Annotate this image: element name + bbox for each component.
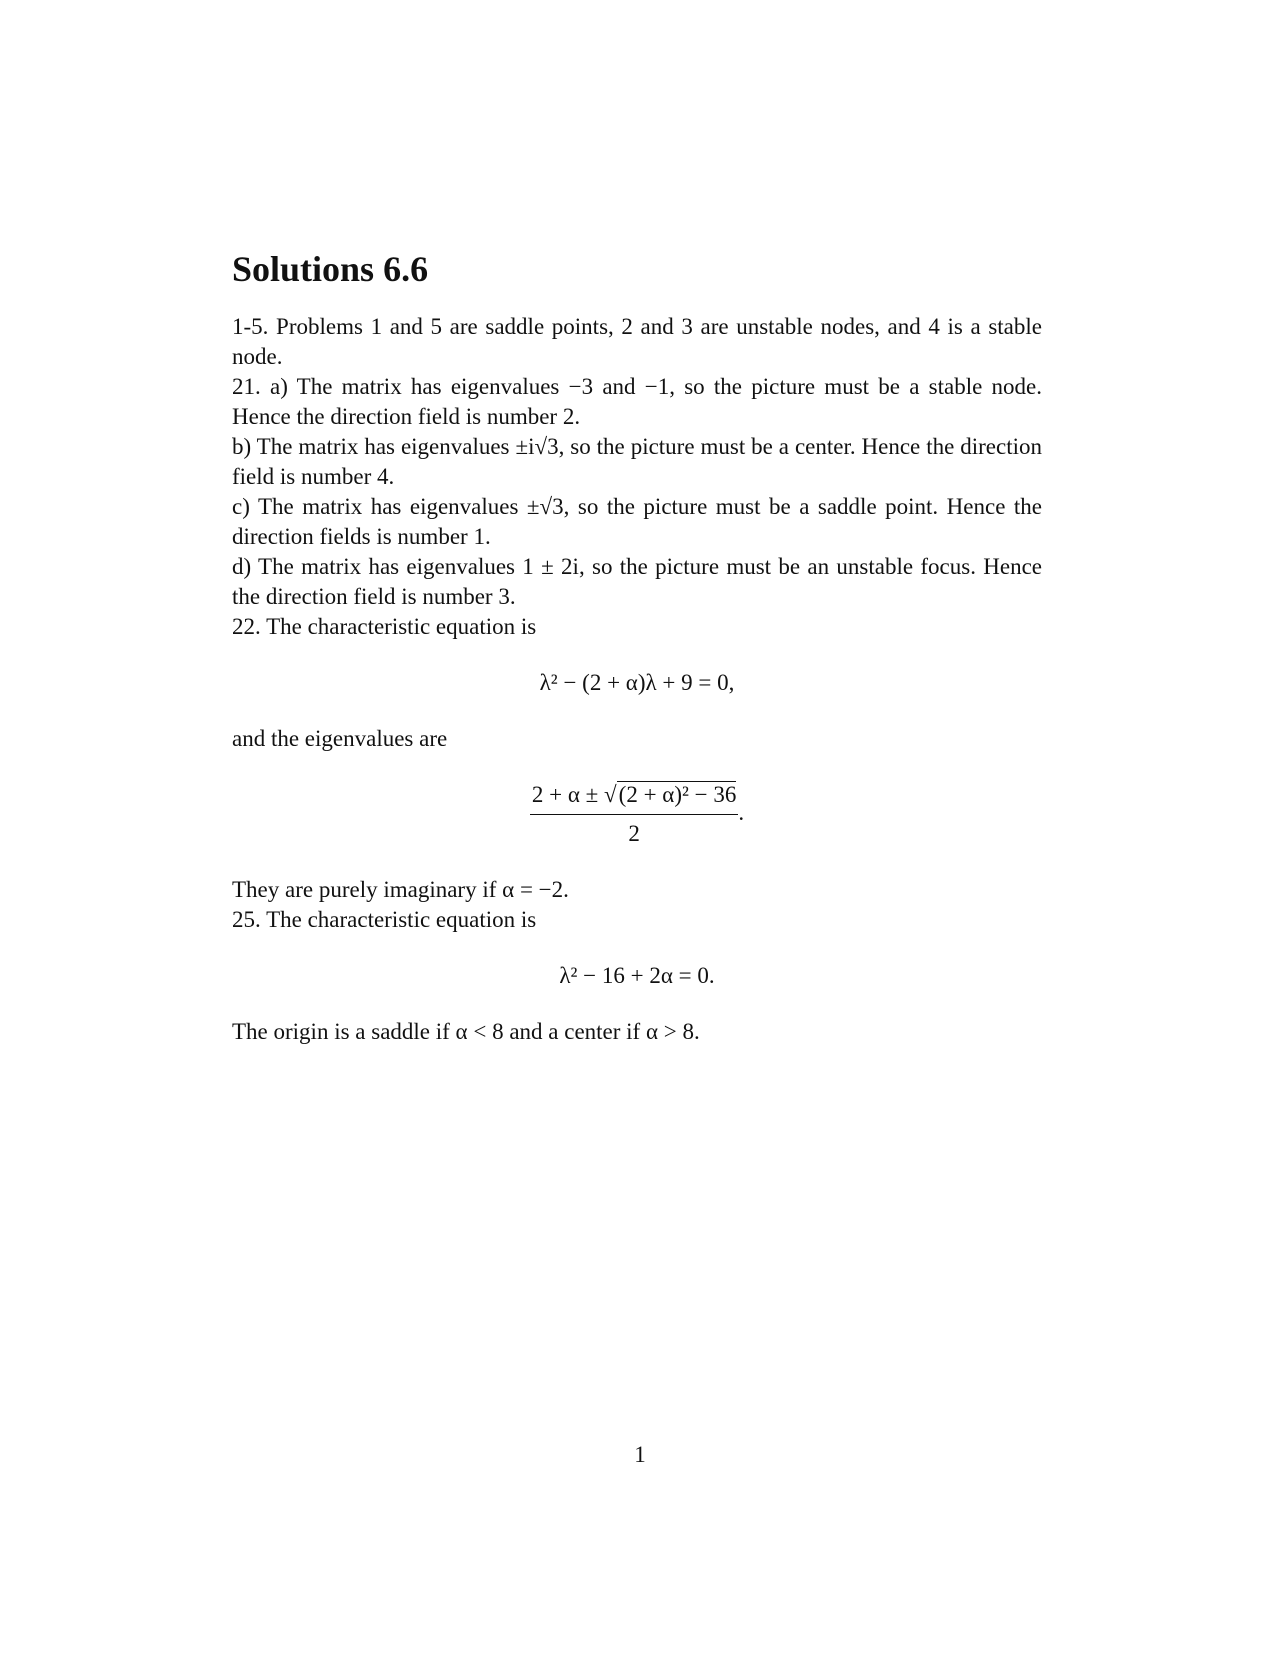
equation-eigenvalues-22: [232, 780, 1042, 849]
fraction-numerator: 2 + α ± √(2 + α)² − 36: [530, 780, 739, 815]
sqrt-radicand: (2 + α)² − 36: [618, 781, 737, 807]
equation-characteristic-22: λ² − (2 + α)λ + 9 = 0,: [539, 669, 735, 695]
document-page: [232, 250, 1042, 1047]
page-number: 1: [634, 1442, 646, 1467]
paragraph-21b: b) The matrix has eigenvalues ±i√3, so the picture must be a center. Hence the direction field is number 4.: [232, 433, 1042, 489]
paragraph-21a: 21. a) The matrix has eigenvalues −3 and −1, so the picture must be a stable node. Hence the direction field is number 2.: [232, 373, 1042, 429]
paragraph-25-conclusion: The origin is a saddle if α < 8 and a center if α > 8.: [232, 1018, 700, 1044]
paragraph-1-5: 1-5. Problems 1 and 5 are saddle points, 2 and 3 are unstable nodes, and 4 is a stable node.: [232, 313, 1042, 369]
numerator-prefix: 2 + α ±: [531, 781, 605, 807]
paragraph-21c: c) The matrix has eigenvalues ±√3, so the picture must be a saddle point. Hence the direction fields is number 1.: [232, 493, 1042, 549]
equation-characteristic-25: λ² − 16 + 2α = 0.: [559, 962, 715, 988]
fraction-denominator: 2: [628, 820, 640, 846]
page-title: Solutions 6.6: [232, 249, 429, 289]
paragraph-22-imaginary: They are purely imaginary if α = −2.: [232, 876, 569, 902]
paragraph-21d: d) The matrix has eigenvalues 1 ± 2i, so the picture must be an unstable focus. Hence the direction field is number 3.: [232, 553, 1042, 609]
paragraph-25: 25. The characteristic equation is: [232, 906, 537, 932]
fraction: [530, 780, 739, 849]
equation-period: .: [738, 799, 745, 825]
paragraph-22: 22. The characteristic equation is: [232, 613, 537, 639]
paragraph-22-eigenvalues: and the eigenvalues are: [232, 725, 448, 751]
